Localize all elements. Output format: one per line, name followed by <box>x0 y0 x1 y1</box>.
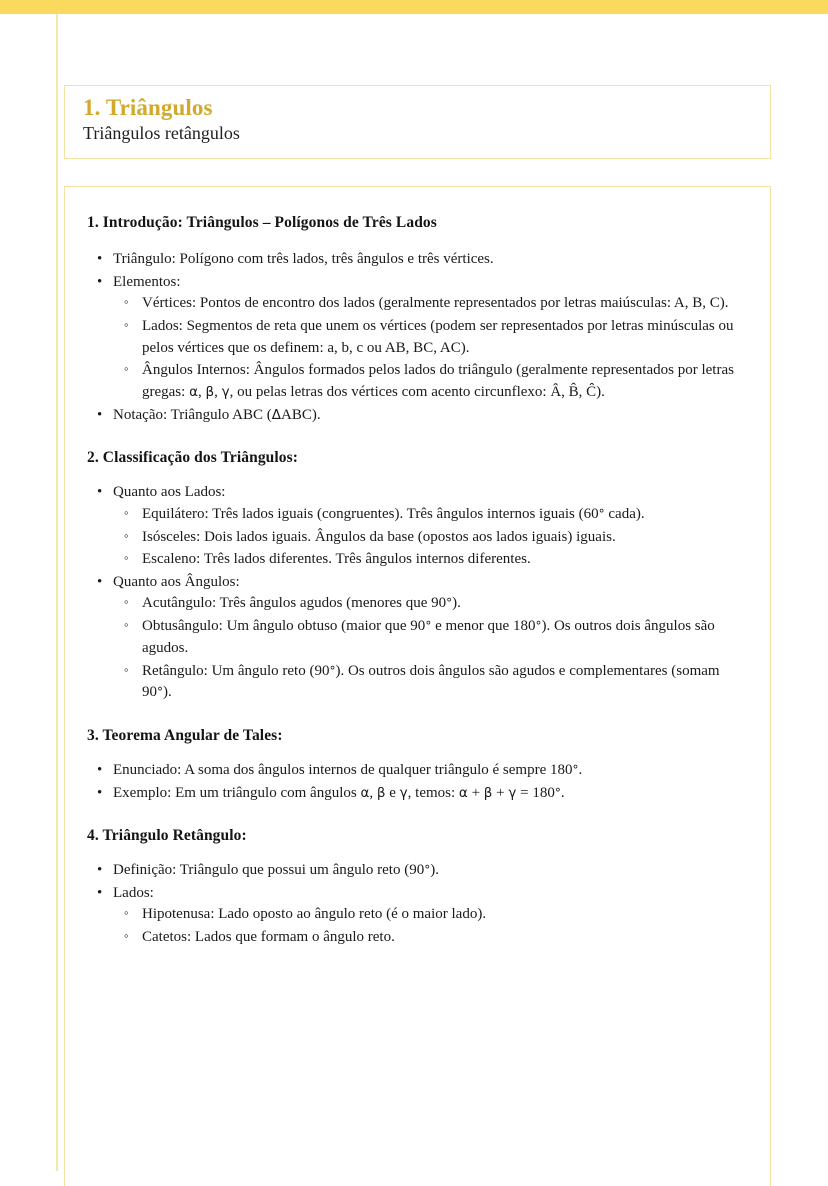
page-title: 1. Triângulos <box>83 95 213 120</box>
sub-bullet-marker-icon: ◦ <box>124 928 129 943</box>
bullet-marker-icon: • <box>97 574 103 591</box>
math-glyph: Δ <box>271 406 282 423</box>
bullet-marker-icon: • <box>97 762 103 779</box>
sub-bullet-list <box>113 904 746 949</box>
bullet-marker-icon: • <box>97 784 103 801</box>
sub-list-item-label: Equilátero: Três lados iguais (congruentes). Três ângulos internos iguais (60° cada). <box>142 505 645 522</box>
list-item-label: Triângulo: Polígono com três lados, três ângulos e três vértices. <box>113 251 494 268</box>
list-item-label: Quanto aos Ângulos: <box>113 574 240 591</box>
list-item-label: Elementos: <box>113 273 181 290</box>
bullet-list <box>87 482 746 704</box>
bullet-marker-icon: • <box>97 884 103 901</box>
sub-list-item-label: Vértices: Pontos de encontro dos lados (geralmente representados por letras maiúsculas: A, B, C). <box>142 295 729 312</box>
sub-list-item <box>113 593 746 615</box>
sub-bullet-marker-icon: ◦ <box>124 361 129 377</box>
list-item-label: Definição: Triângulo que possui um ângulo reto (90°). <box>113 862 439 879</box>
sub-bullet-marker-icon: ◦ <box>124 316 129 332</box>
list-item-label: Notação: Triângulo ABC (ΔABC). <box>113 406 321 423</box>
sub-bullet-list <box>113 504 746 571</box>
degree-glyph: ° <box>554 785 561 800</box>
sub-bullet-list <box>113 293 746 404</box>
sub-bullet-marker-icon: ◦ <box>124 527 129 543</box>
degree-glyph: ° <box>329 663 336 678</box>
list-item-label: Quanto aos Lados: <box>113 484 226 501</box>
math-glyph: γ <box>399 784 408 801</box>
sub-list-item-label: Retângulo: Um ângulo reto (90°). Os outros dois ângulos são agudos e complementares (somam 90°). <box>142 662 720 701</box>
page-subtitle: Triângulos retângulos <box>83 122 240 143</box>
bullet-marker-icon: • <box>97 406 103 423</box>
list-item-label: Lados: <box>113 884 154 901</box>
bullet-list <box>87 760 746 804</box>
bullet-marker-icon: • <box>97 484 103 501</box>
sub-list-item <box>113 360 746 404</box>
sub-list-item <box>113 527 746 549</box>
sub-list-item-label: Hipotenusa: Lado oposto ao ângulo reto (é o maior lado). <box>142 906 487 923</box>
sections-container <box>87 213 746 949</box>
sub-bullet-marker-icon: ◦ <box>124 550 129 566</box>
list-item <box>87 405 746 426</box>
section-classificacao <box>87 448 746 704</box>
list-item <box>87 572 746 704</box>
list-item-label: Enunciado: A soma dos ângulos internos de qualquer triângulo é sempre 180°. <box>113 762 583 779</box>
sub-list-item <box>113 293 746 315</box>
section-heading-introducao: 1. Introdução: Triângulos – Polígonos de Três Lados <box>87 214 437 231</box>
sub-list-item-label: Obtusângulo: Um ângulo obtuso (maior que 90° e menor que 180°). Os outros dois ângulos são agudos. <box>142 618 715 656</box>
section-heading-triangulo-retangulo: 4. Triângulo Retângulo: <box>87 827 247 845</box>
section-heading-classificacao: 2. Classificação dos Triângulos: <box>87 449 299 467</box>
left-margin-rule <box>56 14 58 1171</box>
bullet-list <box>87 860 746 948</box>
sub-bullet-marker-icon: ◦ <box>124 661 129 677</box>
math-glyph: α <box>458 784 468 801</box>
degree-glyph: ° <box>446 596 453 611</box>
section-introducao <box>87 213 746 426</box>
sub-list-item <box>113 504 746 526</box>
sub-list-item-label: Acutângulo: Três ângulos agudos (menores que 90°). <box>142 595 461 612</box>
bullet-list <box>87 249 746 426</box>
section-teorema-tales <box>87 726 746 804</box>
bullet-marker-icon: • <box>97 862 103 879</box>
sub-list-item <box>113 661 746 705</box>
degree-glyph: ° <box>598 506 605 521</box>
list-item <box>87 482 746 571</box>
sub-list-item <box>113 316 746 360</box>
list-item <box>87 860 746 881</box>
sub-bullet-list <box>113 593 746 704</box>
list-item <box>87 760 746 781</box>
sub-bullet-marker-icon: ◦ <box>124 504 129 520</box>
sub-bullet-marker-icon: ◦ <box>124 294 129 310</box>
sub-list-item-label: Ângulos Internos: Ângulos formados pelos lados do triângulo (geralmente representados por letras gregas: α, β, γ, ou pelas letras dos vértices com acento circunflexo: Â, B̂, Ĉ). <box>142 362 734 401</box>
degree-glyph: ° <box>157 685 163 700</box>
section-triangulo-retangulo <box>87 826 746 949</box>
sub-list-item <box>113 616 746 660</box>
list-item <box>87 249 746 270</box>
sub-list-item-label: Isósceles: Dois lados iguais. Ângulos da base (opostos aos lados iguais) iguais. <box>142 528 616 545</box>
degree-glyph: ° <box>572 763 579 778</box>
math-glyph: γ <box>508 784 517 801</box>
sub-list-item-label: Lados: Segmentos de reta que unem os vértices (podem ser representados por letras minúsculas ou pelos vértices que os definem: a, b, c ou AB, BC, AC). <box>142 317 734 356</box>
bullet-marker-icon: • <box>97 273 103 290</box>
degree-glyph: ° <box>535 619 542 634</box>
sub-list-item <box>113 549 746 571</box>
math-glyph: α <box>189 384 198 401</box>
bullet-marker-icon: • <box>97 251 103 268</box>
sub-bullet-marker-icon: ◦ <box>124 905 129 921</box>
math-glyph: α <box>360 784 370 801</box>
list-item-label: Exemplo: Em um triângulo com ângulos α, β e γ, temos: α + β + γ = 180°. <box>113 784 565 801</box>
math-glyph: β <box>376 784 386 801</box>
degree-glyph: ° <box>425 619 432 634</box>
math-glyph: γ <box>221 384 230 401</box>
sub-bullet-marker-icon: ◦ <box>124 594 129 610</box>
list-item <box>87 883 746 949</box>
sub-list-item <box>113 904 746 926</box>
math-glyph: β <box>205 384 215 401</box>
document-header-card <box>64 85 771 159</box>
sub-list-item-label: Escaleno: Três lados diferentes. Três ângulos internos diferentes. <box>142 551 531 568</box>
sub-list-item-label: Catetos: Lados que formam o ângulo reto. <box>142 929 395 945</box>
top-accent-bar <box>0 0 828 14</box>
document-content-card <box>64 186 771 1186</box>
section-heading-teorema-tales: 3. Teorema Angular de Tales: <box>87 727 283 745</box>
math-glyph: β <box>483 784 493 801</box>
degree-glyph: ° <box>424 863 431 878</box>
sub-list-item <box>113 927 746 949</box>
list-item <box>87 783 746 804</box>
sub-bullet-marker-icon: ◦ <box>124 617 129 633</box>
list-item <box>87 272 746 404</box>
